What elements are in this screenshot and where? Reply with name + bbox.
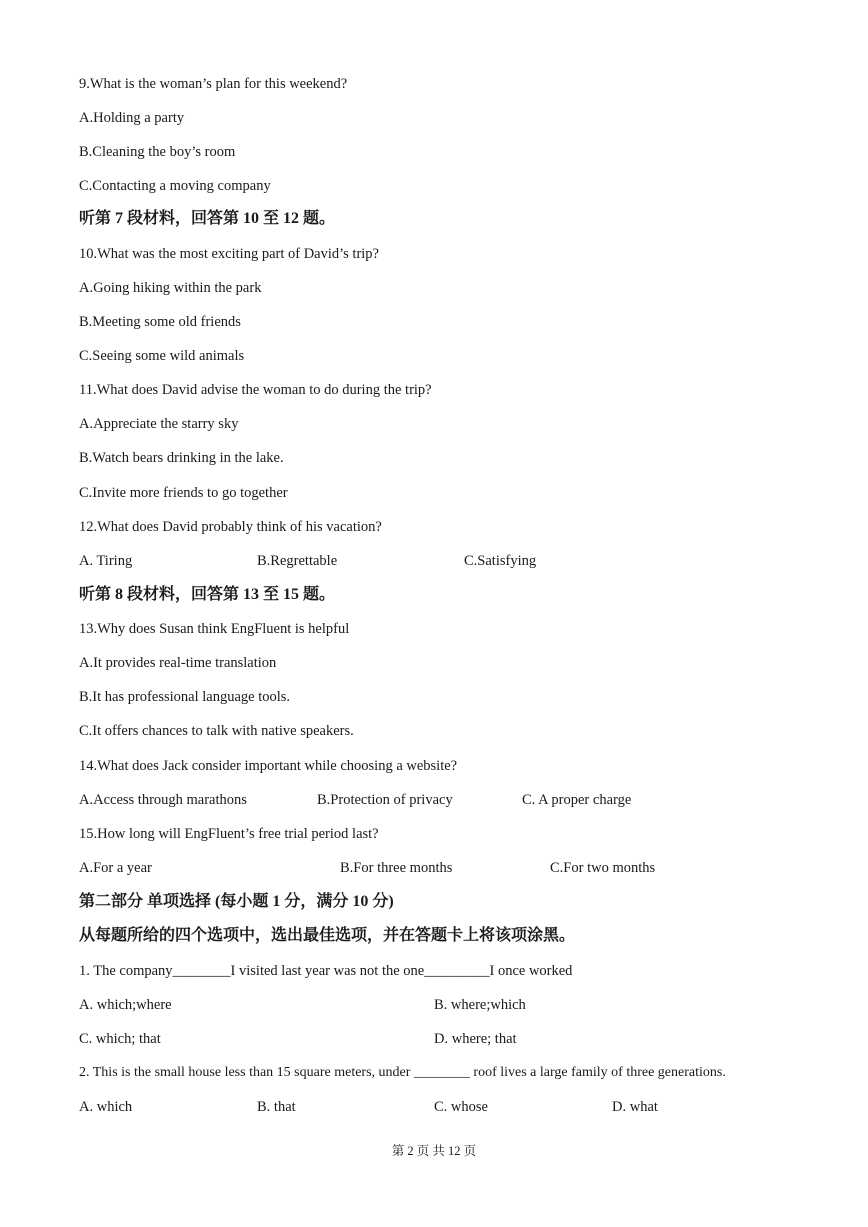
question-14-option-b: B.Protection of privacy <box>317 792 453 808</box>
question-12-stem: 12.What does David probably think of his vacation? <box>79 519 382 535</box>
mc-question-1-option-d: D. where; that <box>434 1031 517 1047</box>
mc-question-1-option-c: C. which; that <box>79 1031 161 1047</box>
question-11-option-b: B.Watch bears drinking in the lake. <box>79 450 284 466</box>
mc-question-2-option-d: D. what <box>612 1099 658 1115</box>
mc-question-1-option-b: B. where;which <box>434 997 526 1013</box>
question-11-stem: 11.What does David advise the woman to do during the trip? <box>79 382 432 398</box>
question-9-stem: 9.What is the woman’s plan for this weekend? <box>79 76 348 92</box>
question-12-option-c: C.Satisfying <box>464 553 537 569</box>
question-10-option-c: C.Seeing some wild animals <box>79 348 245 364</box>
section-8-heading: 听第 8 段材料，回答第 13 至 15 题。 <box>79 586 336 603</box>
mc-question-1-option-a: A. which;where <box>79 997 172 1013</box>
mc-question-2-option-c: C. whose <box>434 1099 488 1115</box>
question-13-stem: 13.Why does Susan think EngFluent is helpful <box>79 621 350 637</box>
question-13-option-b: B.It has professional language tools. <box>79 689 291 705</box>
question-15-option-b: B.For three months <box>340 860 453 876</box>
question-13-option-a: A.It provides real-time translation <box>79 655 277 671</box>
question-9-option-a: A.Holding a party <box>79 110 185 126</box>
question-14-option-a: A.Access through marathons <box>79 792 247 808</box>
question-11-option-c: C.Invite more friends to go together <box>79 485 288 501</box>
question-13-option-c: C.It offers chances to talk with native speakers. <box>79 723 354 739</box>
question-12-option-b: B.Regrettable <box>257 553 338 569</box>
question-10-option-b: B.Meeting some old friends <box>79 314 241 330</box>
question-9-option-b: B.Cleaning the boy’s room <box>79 144 236 160</box>
question-15-stem: 15.How long will EngFluent’s free trial period last? <box>79 826 379 842</box>
question-15-option-a: A.For a year <box>79 860 152 876</box>
question-9-option-c: C.Contacting a moving company <box>79 178 271 194</box>
question-14-option-c: C. A proper charge <box>522 792 632 808</box>
mc-question-2-option-a: A. which <box>79 1099 133 1115</box>
part-2-instruction: 从每题所给的四个选项中，选出最佳选项，并在答题卡上将该项涂黑。 <box>79 927 576 944</box>
mc-question-2-option-b: B. that <box>257 1099 296 1115</box>
part-2-heading: 第二部分 单项选择 (每小题 1 分，满分 10 分) <box>79 893 394 910</box>
mc-question-2-stem: 2. This is the small house less than 15 square meters, under ________ roof lives a large family of three generations. <box>79 1065 726 1080</box>
page-footer: 第 2 页 共 12 页 <box>391 1144 477 1158</box>
question-10-stem: 10.What was the most exciting part of David’s trip? <box>79 246 379 262</box>
question-10-option-a: A.Going hiking within the park <box>79 280 262 296</box>
question-12-option-a: A. Tiring <box>79 553 133 569</box>
mc-question-1-stem: 1. The company________I visited last year was not the one_________I once worked <box>79 963 573 979</box>
question-14-stem: 14.What does Jack consider important while choosing a website? <box>79 758 458 774</box>
question-11-option-a: A.Appreciate the starry sky <box>79 416 239 432</box>
question-15-option-c: C.For two months <box>550 860 656 876</box>
section-7-heading: 听第 7 段材料，回答第 10 至 12 题。 <box>79 210 336 227</box>
